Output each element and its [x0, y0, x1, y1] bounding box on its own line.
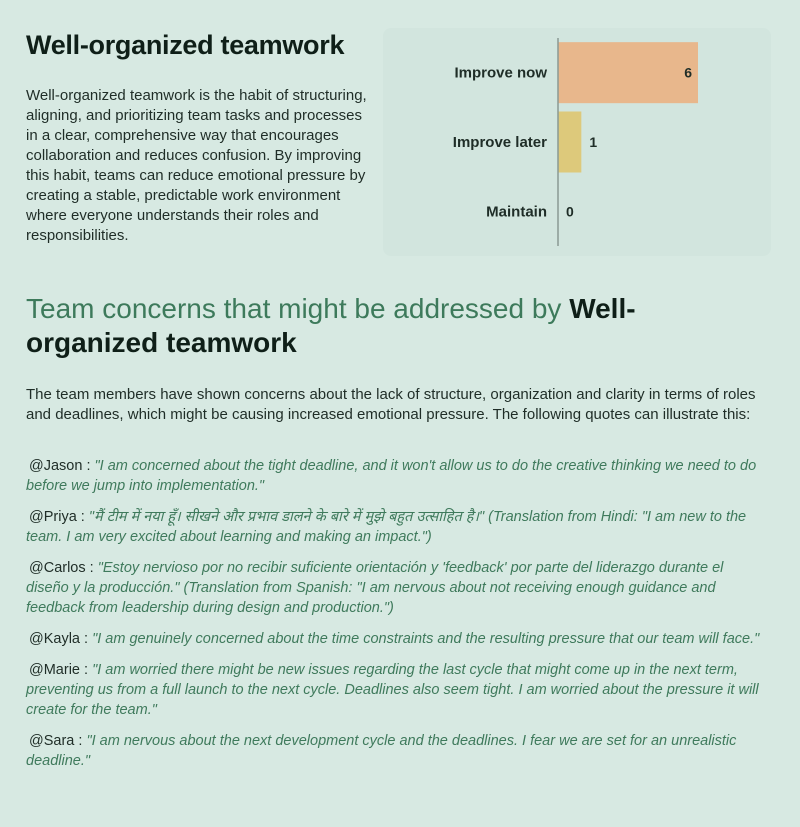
quote-text: "I am genuinely concerned about the time constraints and the resulting pressure that our team will face."	[92, 631, 760, 647]
quote-list	[26, 456, 766, 782]
quote-item	[26, 660, 766, 720]
habit-title: Well-organized teamwork	[26, 30, 345, 60]
bar-value-label: 6	[684, 64, 692, 81]
concerns-heading-habit: Well-organized teamwork	[26, 293, 636, 358]
bar-value-label: 0	[566, 203, 574, 220]
concerns-intro: The team members have shown concerns about the lack of structure, organization and clarity in terms of roles and deadlines, which might be causing increased emotional pressure. The following quotes can illustrate this:	[26, 386, 756, 423]
quote-text: "I am worried there might be new issues regarding the last cycle that might come up in the next term, preventing us from a full launch to the next cycle. Deadlines also seem tight. I am worried about the pressure it will create for the team."	[26, 662, 759, 718]
quote-author: @Priya :	[29, 509, 89, 525]
quote-item	[26, 731, 766, 771]
quote-text: "Estoy nervioso por no recibir suficiente orientación y 'feedback' por parte del liderazgo durante el diseño y la producción." (Translation from Spanish: "I am nervous about not receiving enough guidance and feedback from leadership during design and production.")	[26, 560, 724, 616]
concerns-heading	[26, 292, 766, 360]
habit-overview	[0, 0, 800, 270]
bar-chart	[383, 28, 771, 256]
bar-improve-later	[558, 111, 581, 172]
quote-text: "मैं टीम में नया हूँ। सीखने और प्रभाव डालने के बारे में मुझे बहुत उत्साहित है।" (Translation from Hindi: "I am new to the team. I am very excited about learning and making an impact.")	[26, 509, 747, 545]
quote-text: "I am nervous about the next development cycle and the deadlines. I fear we are set for an unrealistic deadline."	[26, 733, 737, 769]
bar-improve-now	[558, 42, 698, 103]
category-label: Improve now	[454, 64, 547, 82]
quote-item	[26, 629, 766, 649]
category-label: Improve later	[452, 134, 547, 151]
quote-item	[26, 507, 766, 547]
quote-author: @Sara :	[29, 733, 87, 749]
habit-status-chart	[383, 28, 771, 256]
category-label: Maintain	[486, 203, 547, 221]
bar-value-label: 1	[589, 134, 598, 150]
quote-author: @Jason :	[29, 458, 95, 474]
quote-text: "I am concerned about the tight deadline, and it won't allow us to do the creative thinking we need to do before we jump into implementation."	[26, 458, 757, 494]
quote-author: @Kayla :	[29, 631, 93, 647]
quote-author: @Marie :	[29, 662, 93, 678]
quote-author: @Carlos :	[29, 560, 98, 576]
concerns-heading-prefix: Team concerns that might be addressed by	[26, 293, 570, 324]
habit-description: Well-organized teamwork is the habit of structuring, aligning, and prioritizing team tasks and processes in a clear, comprehensive way that encourages collaboration and reduces confusion. By improving this habit, teams can reduce emotional pressure by creating a stable, predictable work environment where everyone understands their roles and responsibilities.	[26, 87, 367, 244]
quote-item	[26, 558, 766, 618]
quote-item	[26, 456, 766, 496]
